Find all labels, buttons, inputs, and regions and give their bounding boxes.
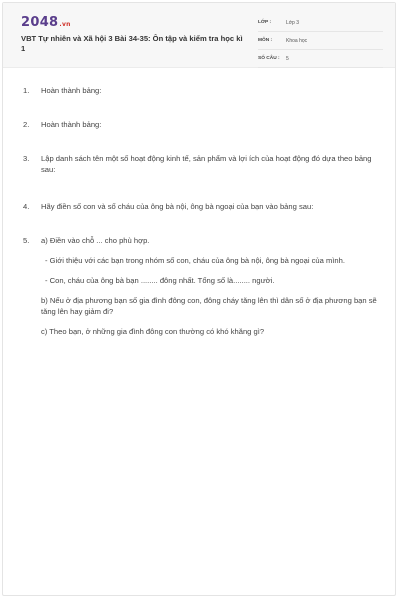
question-part-b: b) Nếu ở địa phương bạn số gia đình đông con, đông cháy tăng lên thì dân số ở địa phương bạn sẽ tăng lên hay giảm đi? — [41, 296, 377, 316]
worksheet-header — [3, 3, 395, 68]
meta-subject-label: MÔN : — [258, 38, 273, 43]
meta-class-value: Lớp 3 — [286, 20, 300, 26]
meta-class-row — [258, 17, 383, 32]
question-body — [41, 235, 383, 346]
question-text: Hoàn thành bảng: — [41, 86, 102, 95]
document-title: VBT Tự nhiên và Xã hội 3 Bài 34-35: Ôn tập và kiểm tra học kì 1 — [21, 34, 243, 53]
meta-info — [258, 17, 383, 71]
question-part-a: a) Điền vào chỗ ... cho phù hợp. — [41, 236, 150, 245]
worksheet-page — [2, 2, 396, 596]
meta-subject-value: Khoa học — [286, 38, 308, 44]
question-text: Hoàn thành bảng: — [41, 120, 102, 129]
question-part-a-intro: - Giới thiệu với các bạn trong nhóm số con, cháu của ông bà nội, ông bà ngoại của mình. — [45, 256, 345, 265]
question-number: 1. — [23, 86, 30, 95]
logo-suffix: .vn — [59, 21, 71, 28]
question-part-c: c) Theo bạn, ở những gia đình đông con thường có khó khăng gì? — [41, 327, 265, 336]
question-number: 4. — [23, 202, 30, 211]
logo-main: 2048 — [21, 15, 59, 30]
meta-class-label: LỚP : — [258, 20, 272, 25]
question-number: 5. — [23, 236, 30, 245]
site-logo[interactable] — [21, 15, 71, 30]
meta-subject-row — [258, 35, 383, 50]
meta-count-row — [258, 53, 383, 68]
question-text: Hãy điền số con và số cháu của ông bà nội, ông bà ngoại của bạn vào bảng sau: — [41, 202, 314, 211]
question-number: 3. — [23, 154, 30, 163]
question-part-a-fill: - Con, cháu của ông bà bạn ........ đông nhất. Tổng số là........ người. — [45, 276, 275, 285]
question-text: Lập danh sách tên một số hoạt động kinh tế, sản phẩm và lợi ích của hoạt động đó dựa theo bảng sau: — [41, 154, 372, 174]
meta-count-label: SỐ CÂU : — [258, 56, 280, 61]
meta-count-value: 5 — [286, 56, 289, 62]
question-number: 2. — [23, 120, 30, 129]
